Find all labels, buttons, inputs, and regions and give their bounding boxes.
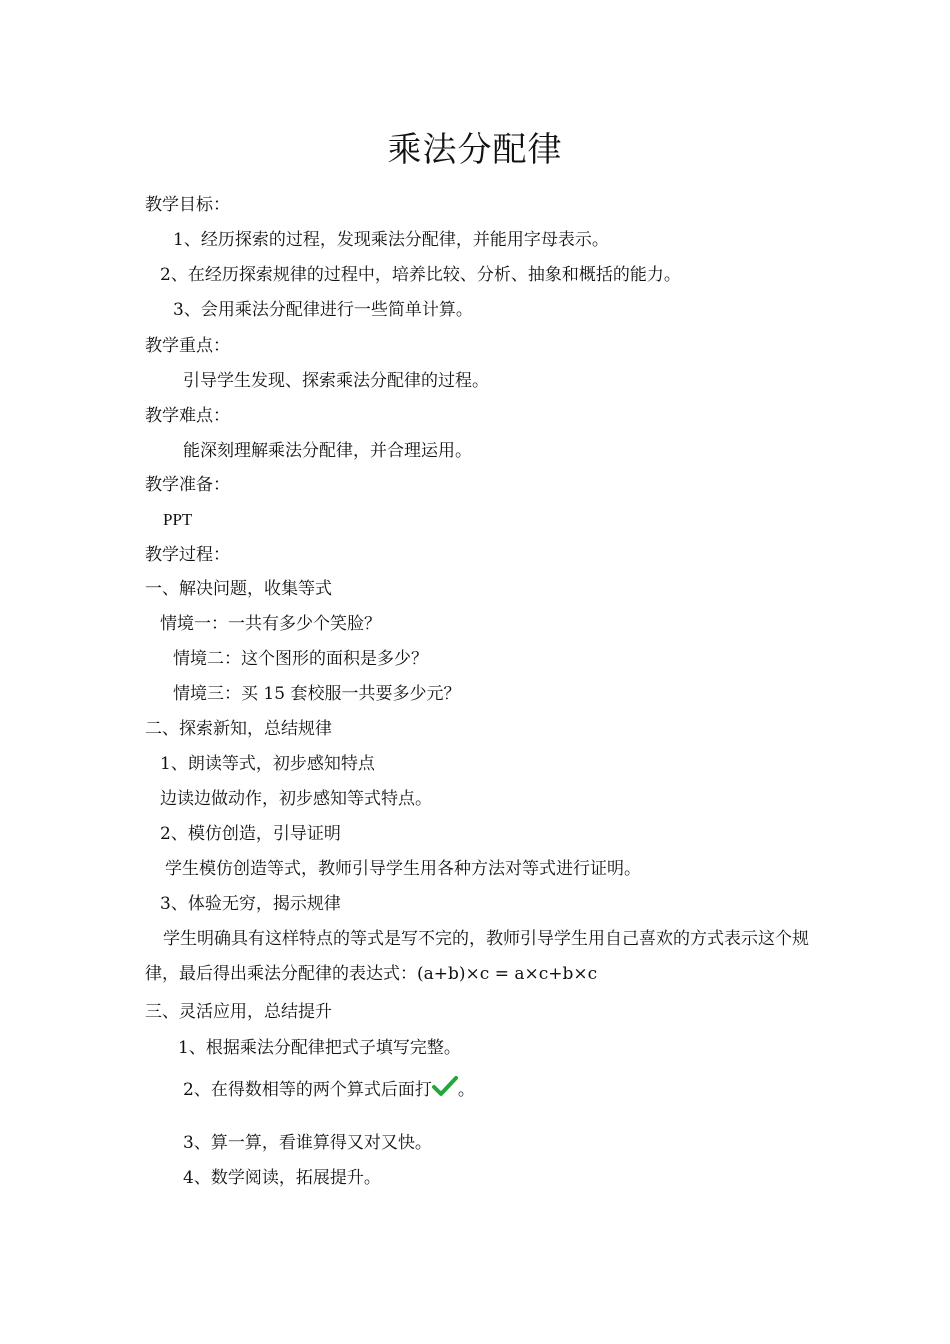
part3-item-4: 4、数学阅读，拓展提升。 — [183, 1168, 381, 1188]
part2-step-3-text: 学生明确具有这样特点的等式是写不完的，教师引导学生用自己喜欢的方式表示这个规律，最后得出乘法分配律的表达式：(a+b)×c = a×c+b×c — [145, 929, 809, 984]
part3-item-2 — [183, 1076, 475, 1102]
part2-step-2: 2、模仿创造，引导证明 — [160, 824, 341, 844]
part1-heading: 一、解决问题，收集等式 — [145, 579, 332, 599]
part3-item-2-end: 。 — [457, 1080, 475, 1100]
scenario-2: 情境二：这个图形的面积是多少？ — [173, 649, 428, 669]
page-title: 乘法分配律 — [387, 130, 563, 170]
difficulty-text: 能深刻理解乘法分配律，并合理运用。 — [183, 441, 472, 461]
part3-item-3: 3、算一算，看谁算得又对又快。 — [183, 1133, 432, 1153]
key-points-text: 引导学生发现、探索乘法分配律的过程。 — [183, 371, 489, 391]
process-heading: 教学过程： — [145, 545, 230, 565]
key-points-heading: 教学重点： — [145, 336, 230, 356]
scenario-3: 情境三：买 15 套校服一共要多少元？ — [173, 684, 461, 704]
part3-item-2-text: 2、在得数相等的两个算式后面打 — [183, 1080, 432, 1100]
scenario-1: 情境一：一共有多少个笑脸？ — [160, 614, 381, 634]
part2-step-2-text: 学生模仿创造等式，教师引导学生用各种方法对等式进行证明。 — [165, 859, 641, 879]
goal-item-1: 1、经历探索的过程，发现乘法分配律，并能用字母表示。 — [173, 230, 609, 250]
part2-heading: 二、探索新知，总结规律 — [145, 719, 332, 739]
preparation-text: PPT — [163, 510, 193, 529]
check-mark-icon — [432, 1076, 458, 1098]
part3-item-1: 1、根据乘法分配律把式子填写完整。 — [178, 1038, 461, 1058]
difficulty-heading: 教学难点： — [145, 406, 230, 426]
part2-step-1: 1、朗读等式，初步感知特点 — [160, 754, 375, 774]
preparation-heading: 教学准备： — [145, 475, 230, 495]
part3-heading: 三、灵活应用，总结提升 — [145, 1002, 332, 1022]
part2-step-3: 3、体验无穷，揭示规律 — [160, 894, 341, 914]
goal-item-3: 3、会用乘法分配律进行一些简单计算。 — [173, 300, 473, 320]
goal-item-2: 2、在经历探索规律的过程中，培养比较、分析、抽象和概括的能力。 — [160, 265, 681, 285]
part2-step-1-text: 边读边做动作，初步感知等式特点。 — [160, 789, 432, 809]
goals-heading: 教学目标： — [145, 195, 230, 215]
